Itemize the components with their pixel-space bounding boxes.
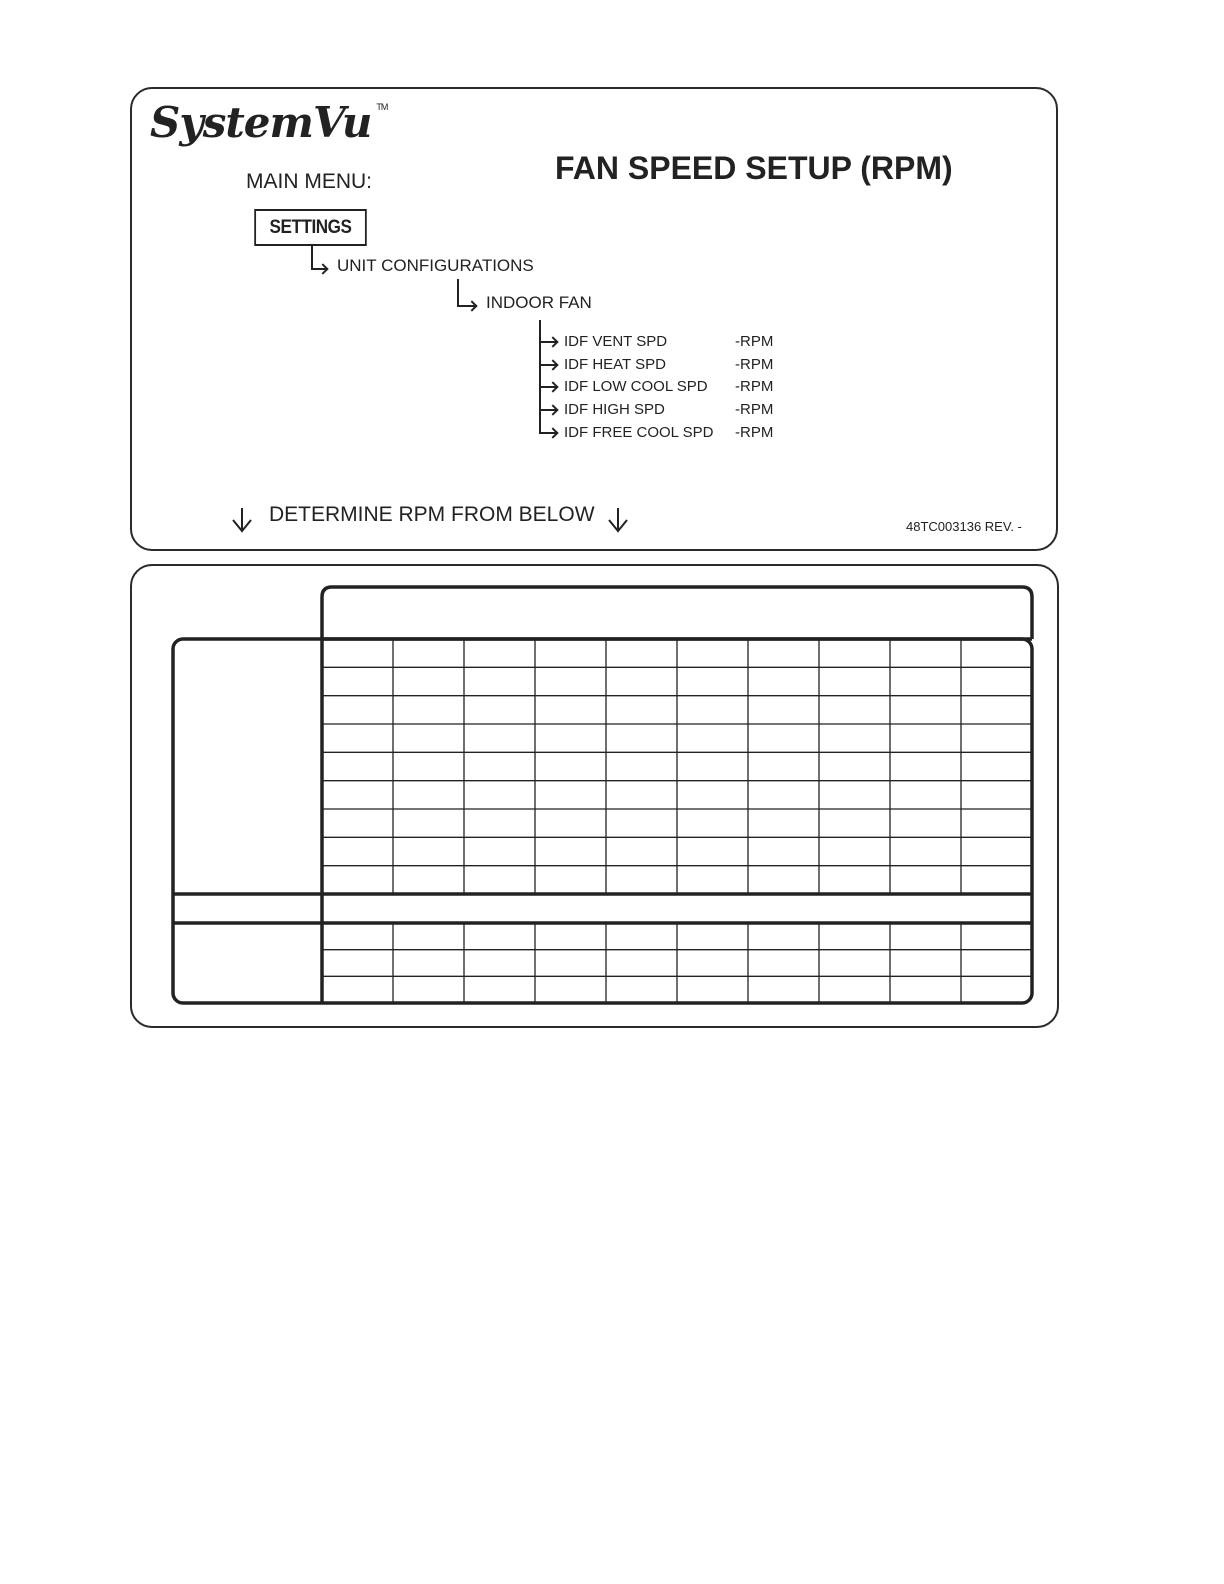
rpm-value: -RPM: [735, 424, 774, 441]
menu-item-idf-high-spd: IDF HIGH SPD: [564, 401, 665, 418]
menu-item-idf-low-cool-spd: IDF LOW COOL SPD: [564, 378, 708, 395]
document-code: 48TC003136 REV. -: [906, 519, 1022, 534]
rpm-value: -RPM: [735, 333, 774, 350]
main-menu-label: MAIN MENU:: [246, 170, 372, 193]
unit-configurations-label: UNIT CONFIGURATIONS: [337, 256, 534, 275]
indoor-fan-label: INDOOR FAN: [486, 293, 592, 312]
table-outer-frame: [173, 639, 1032, 1003]
rpm-value: -RPM: [735, 378, 774, 395]
rpm-value: -RPM: [735, 356, 774, 373]
systemvu-logo: SystemVu TM: [150, 98, 388, 147]
menu-item-idf-heat-spd: IDF HEAT SPD: [564, 356, 666, 373]
menu-item-idf-free-cool-spd: IDF FREE COOL SPD: [564, 424, 714, 441]
menu-item-idf-vent-spd: IDF VENT SPD: [564, 333, 668, 350]
rpm-value: -RPM: [735, 401, 774, 418]
page-title: FAN SPEED SETUP (RPM): [555, 150, 953, 186]
determine-rpm-text: DETERMINE RPM FROM BELOW: [269, 503, 595, 526]
settings-label: SETTINGS: [269, 216, 352, 238]
table-header-frame: [322, 587, 1032, 639]
